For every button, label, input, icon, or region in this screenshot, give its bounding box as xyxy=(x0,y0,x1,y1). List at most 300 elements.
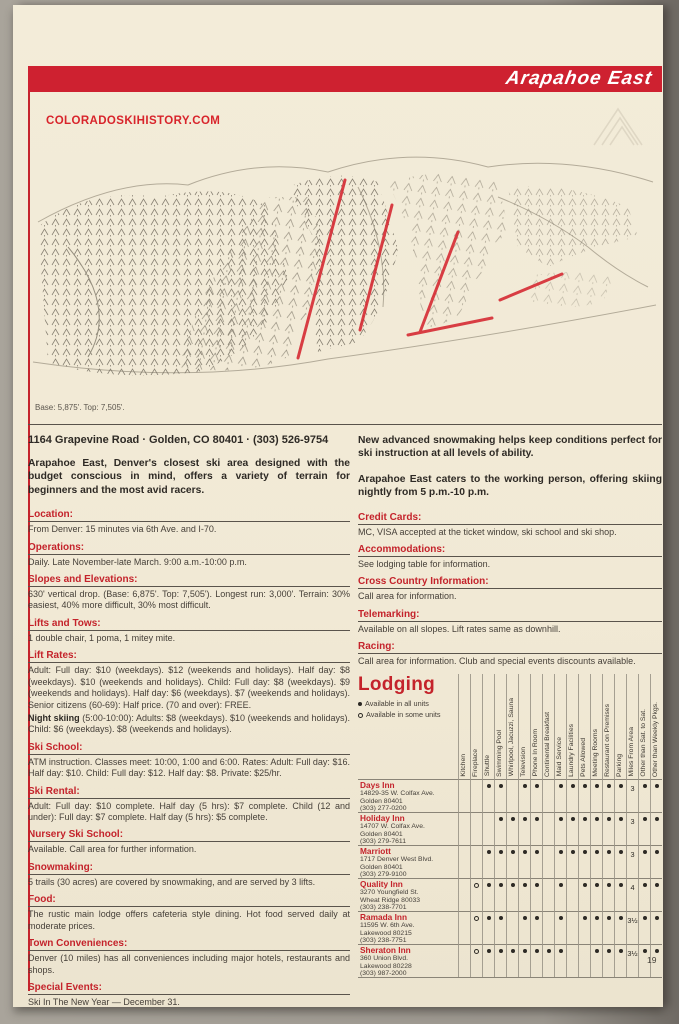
filled-dot-icon xyxy=(523,883,527,887)
lodging-header-cell xyxy=(358,674,458,779)
hotel-address-line: Wheat Ridge 80033 xyxy=(360,896,421,904)
page-banner xyxy=(28,66,662,92)
filled-dot-icon xyxy=(523,817,527,821)
filled-dot-icon xyxy=(547,949,551,953)
section-ski-rental xyxy=(28,786,350,824)
column-header-fireplace xyxy=(470,674,482,779)
amenity-cell-parking xyxy=(614,911,626,944)
amenity-cell-other-than-weekly-pkgs xyxy=(650,845,662,878)
column-header-label: Laundry Facilities xyxy=(568,723,576,777)
amenity-cell-restaurant-on-premises xyxy=(602,812,614,845)
amenity-cell-kitchen xyxy=(458,878,470,911)
amenity-cell-fireplace xyxy=(470,944,482,977)
amenity-cell-other-than-weekly-pkgs xyxy=(650,878,662,911)
filled-dot-icon xyxy=(583,916,587,920)
filled-dot-icon xyxy=(535,850,539,854)
section-heading: Location: xyxy=(28,509,350,522)
hotel-address-line: (303) 279-7611 xyxy=(360,838,406,845)
section-heading: Ski School: xyxy=(28,742,350,755)
column-header-label: Restaurant on Premises xyxy=(604,703,612,777)
legend-label: Available in some units xyxy=(366,709,441,719)
intro-paragraph: Arapahoe East, Denver's closest ski area designed with the budget conscious in mind, offers a variety of terrain for beginners and the most avid racers. xyxy=(28,458,350,496)
amenity-cell-kitchen xyxy=(458,911,470,944)
filled-dot-icon xyxy=(559,916,563,920)
amenity-cell-other-than-sat-to-sat xyxy=(638,779,650,812)
section-snowmaking xyxy=(28,862,350,888)
section-heading: Special Events: xyxy=(28,982,350,995)
amenity-cell-continental-breakfast xyxy=(542,944,554,977)
column-header-label: Kitchen xyxy=(460,753,468,777)
amenity-cell-restaurant-on-premises xyxy=(602,845,614,878)
hotel-address-line: Lakewood 80215 xyxy=(360,929,412,937)
section-body: Call area for information. Club and special events discounts available. xyxy=(358,656,636,667)
amenity-cell-parking xyxy=(614,944,626,977)
amenity-cell-restaurant-on-premises xyxy=(602,878,614,911)
amenity-cell-meeting-rooms xyxy=(590,779,602,812)
section-body: Available on all slopes. Lift rates same as downhill. xyxy=(358,623,561,634)
filled-dot-icon xyxy=(595,883,599,887)
filled-dot-icon xyxy=(358,702,362,706)
amenity-cell-maid-service xyxy=(554,944,566,977)
amenity-cell-other-than-weekly-pkgs xyxy=(650,812,662,845)
section-body: From Denver: 15 minutes via 6th Ave. and I-70. xyxy=(28,524,217,535)
filled-dot-icon xyxy=(655,883,659,887)
column-header-label: Meeting Rooms xyxy=(592,729,600,777)
amenity-cell-shuttle xyxy=(482,779,494,812)
column-header-label: Fireplace xyxy=(472,748,480,777)
filled-dot-icon xyxy=(523,949,527,953)
right-column xyxy=(358,434,662,1014)
column-header-label: Shuttle xyxy=(484,755,492,777)
filled-dot-icon xyxy=(619,883,623,887)
amenity-cell-pets-allowed xyxy=(578,779,590,812)
lodging-legend xyxy=(358,699,458,721)
section-body: 5 trails (30 acres) are covered by snowmaking, and are served by 3 lifts. xyxy=(28,876,316,887)
filled-dot-icon xyxy=(499,817,503,821)
filled-dot-icon xyxy=(619,817,623,821)
amenity-cell-meeting-rooms xyxy=(590,878,602,911)
section-heading: Cross Country Information: xyxy=(358,576,662,589)
section-body: 630' vertical drop. (Base: 6,875'. Top: 7,505'). Longest run: 3,000'. Terrain: 30% easiest, 40% more difficult, 30% most difficult. xyxy=(28,588,350,611)
left-column xyxy=(28,434,350,1014)
amenity-cell-maid-service xyxy=(554,812,566,845)
resort-address: 1164 Grapevine Road · Golden, CO 80401 · (303) 526-9754 xyxy=(28,434,329,446)
amenity-cell-pets-allowed xyxy=(578,878,590,911)
section-body: The rustic main lodge offers cafeteria style dining. Hot food served daily at moderate prices. xyxy=(28,909,350,931)
amenity-cell-television xyxy=(518,812,530,845)
section-heading: Racing: xyxy=(358,641,662,654)
filled-dot-icon xyxy=(571,850,575,854)
open-dot-icon xyxy=(474,883,479,888)
filled-dot-icon xyxy=(523,850,527,854)
amenity-cell-maid-service xyxy=(554,779,566,812)
amenity-cell-pets-allowed xyxy=(578,944,590,977)
filled-dot-icon xyxy=(559,784,563,788)
legend-label: Available in all units xyxy=(365,698,429,708)
hotel-cell-quality-inn xyxy=(358,878,458,911)
amenity-cell-laundry-facilities xyxy=(566,944,578,977)
open-dot-icon xyxy=(474,949,479,954)
amenity-cell-meeting-rooms xyxy=(590,812,602,845)
column-header-kitchen xyxy=(458,674,470,779)
filled-dot-icon xyxy=(655,850,659,854)
night-skiing-blurb: Arapahoe East caters to the working person, offering skiing nightly from 5 p.m.-10 p.m. xyxy=(358,473,662,499)
filled-dot-icon xyxy=(559,883,563,887)
amenity-cell-other-than-weekly-pkgs xyxy=(650,779,662,812)
amenity-cell-restaurant-on-premises xyxy=(602,944,614,977)
column-header-label: Other than Sat. to Sat. xyxy=(640,708,648,777)
filled-dot-icon xyxy=(583,850,587,854)
filled-dot-icon xyxy=(511,883,515,887)
legend-item xyxy=(358,699,458,710)
filled-dot-icon xyxy=(511,850,515,854)
hotel-address-line: (303) 987-2000 xyxy=(360,970,407,977)
amenity-cell-swimming-pool xyxy=(494,944,506,977)
filled-dot-icon xyxy=(535,883,539,887)
section-heading: Slopes and Elevations: xyxy=(28,574,350,587)
amenity-cell-swimming-pool xyxy=(494,845,506,878)
section-nursery-ski-school xyxy=(28,829,350,855)
hotel-name: Marriott xyxy=(360,845,391,856)
filled-dot-icon xyxy=(535,784,539,788)
hotel-name: Days Inn xyxy=(360,779,395,790)
section-heading: Credit Cards: xyxy=(358,512,662,525)
column-header-label: Whirlpool, Jacuzzi, Sauna xyxy=(508,698,516,777)
column-header-label: Phone In Room xyxy=(532,729,540,777)
amenity-cell-television xyxy=(518,944,530,977)
section-lifts-and-tows xyxy=(28,618,350,644)
filled-dot-icon xyxy=(523,916,527,920)
filled-dot-icon xyxy=(619,949,623,953)
column-header-maid-service xyxy=(554,674,566,779)
snowmaking-blurb: New advanced snowmaking helps keep conditions perfect for ski instruction at all levels of ability. xyxy=(358,435,662,460)
section-body: Adult: Full day: $10 complete. Half day (5 hrs): $7 complete. Child (12 and under): Full day: $7 complete. Half day (5 hrs): $5 complete. xyxy=(28,800,350,823)
amenity-cell-laundry-facilities xyxy=(566,911,578,944)
filled-dot-icon xyxy=(511,817,515,821)
section-heading: Snowmaking: xyxy=(28,862,350,875)
section-cross-country-information xyxy=(358,576,662,602)
section-food xyxy=(28,894,350,932)
amenity-cell-shuttle xyxy=(482,911,494,944)
column-header-label: Television xyxy=(520,746,528,777)
open-dot-icon xyxy=(474,916,479,921)
section-credit-cards xyxy=(358,512,662,538)
trail-map-illustration xyxy=(28,127,660,399)
amenity-cell-meeting-rooms xyxy=(590,845,602,878)
amenity-cell-miles-from-area: 3 xyxy=(626,812,638,845)
hotel-cell-ramada-inn xyxy=(358,911,458,944)
amenity-cell-whirlpool-jacuzzi-sauna xyxy=(506,845,518,878)
filled-dot-icon xyxy=(643,916,647,920)
section-body: Adult: Full day: $10 (weekdays). $12 (weekends and holidays). Half day: $8 (weekdays). $10 (weekends and holidays). Child: Full day: $8 (weekdays). $9 (weekends and holidays). Half day: $6 (weekdays). $7 (weekends and holidays). Senior citizens (60-69): Half price. (70 and over): FREE. xyxy=(28,665,350,710)
section-body: Daily. Late November-late March. 9:00 a.m.-10:00 p.m. xyxy=(28,556,247,567)
column-header-swimming-pool xyxy=(494,674,506,779)
filled-dot-icon xyxy=(655,916,659,920)
filled-dot-icon xyxy=(643,883,647,887)
hotel-address-line: (303) 238-7701 xyxy=(360,904,407,911)
amenity-cell-other-than-weekly-pkgs xyxy=(650,911,662,944)
filled-dot-icon xyxy=(655,817,659,821)
hotel-cell-sheraton-inn xyxy=(358,944,458,977)
page-number: 19 xyxy=(647,955,657,965)
hotel-cell-marriott xyxy=(358,845,458,878)
filled-dot-icon xyxy=(619,784,623,788)
section-body: MC, VISA accepted at the ticket window, ski school and ski shop. xyxy=(358,526,617,537)
amenity-cell-kitchen xyxy=(458,779,470,812)
section-heading: Lifts and Tows: xyxy=(28,618,350,631)
legend-item xyxy=(358,710,458,721)
filled-dot-icon xyxy=(643,850,647,854)
amenity-cell-miles-from-area: 3 xyxy=(626,779,638,812)
column-header-miles-from-area xyxy=(626,674,638,779)
section-location xyxy=(28,509,350,535)
filled-dot-icon xyxy=(511,949,515,953)
amenity-cell-phone-in-room xyxy=(530,944,542,977)
section-telemarking xyxy=(358,609,662,635)
lodging-title: Lodging xyxy=(358,673,436,695)
column-header-parking xyxy=(614,674,626,779)
column-header-label: Swimming Pool xyxy=(496,729,504,777)
section-lift-rates xyxy=(28,650,350,736)
amenity-cell-parking xyxy=(614,878,626,911)
amenity-cell-whirlpool-jacuzzi-sauna xyxy=(506,944,518,977)
column-header-label: Miles From Area xyxy=(628,727,636,777)
column-header-television xyxy=(518,674,530,779)
filled-dot-icon xyxy=(595,949,599,953)
section-heading: Accommodations: xyxy=(358,544,662,557)
amenity-cell-phone-in-room xyxy=(530,779,542,812)
column-header-continental-breakfast xyxy=(542,674,554,779)
hotel-address-line: (303) 279-9100 xyxy=(360,871,407,878)
amenity-cell-continental-breakfast xyxy=(542,779,554,812)
hotel-address-line: (303) 238-7751 xyxy=(360,937,407,944)
hotel-name: Ramada Inn xyxy=(360,911,408,922)
filled-dot-icon xyxy=(523,784,527,788)
amenity-cell-parking xyxy=(614,845,626,878)
amenity-cell-television xyxy=(518,845,530,878)
filled-dot-icon xyxy=(607,883,611,887)
filled-dot-icon xyxy=(607,784,611,788)
amenity-cell-restaurant-on-premises xyxy=(602,911,614,944)
amenity-cell-kitchen xyxy=(458,944,470,977)
filled-dot-icon xyxy=(595,916,599,920)
filled-dot-icon xyxy=(583,784,587,788)
lodging-table xyxy=(358,674,662,978)
amenity-cell-laundry-facilities xyxy=(566,878,578,911)
amenity-cell-swimming-pool xyxy=(494,911,506,944)
filled-dot-icon xyxy=(499,916,503,920)
section-heading: Ski Rental: xyxy=(28,786,350,799)
section-body: Night skiing (5:00-10:00): Adults: $8 (weekdays). $10 (weekends and holidays). Child: $6 (weekdays). $8 (weekends and holidays). xyxy=(28,712,351,735)
section-divider xyxy=(28,424,662,425)
amenity-cell-pets-allowed xyxy=(578,812,590,845)
column-header-phone-in-room xyxy=(530,674,542,779)
amenity-cell-shuttle xyxy=(482,944,494,977)
section-body: Denver (10 miles) has all conveniences including major hotels, restaurants and shops. xyxy=(28,953,350,975)
section-ski-school xyxy=(28,742,350,780)
amenity-cell-swimming-pool xyxy=(494,812,506,845)
amenity-cell-phone-in-room xyxy=(530,911,542,944)
column-header-label: Parking xyxy=(616,753,624,777)
map-elevation-caption: Base: 5,875'. Top: 7,505'. xyxy=(35,403,125,412)
hotel-cell-holiday-inn xyxy=(358,812,458,845)
amenity-cell-other-than-sat-to-sat xyxy=(638,878,650,911)
hotel-address-line: 1717 Denver West Blvd. xyxy=(360,855,434,863)
filled-dot-icon xyxy=(535,949,539,953)
section-body: See lodging table for information. xyxy=(358,558,491,569)
amenity-cell-miles-from-area: 4 xyxy=(626,878,638,911)
hotel-address-line: 14707 W. Colfax Ave. xyxy=(360,822,425,830)
open-dot-icon xyxy=(358,713,363,718)
section-body: 1 double chair, 1 poma, 1 mitey mite. xyxy=(28,632,176,643)
hotel-name: Sheraton Inn xyxy=(360,944,411,955)
amenity-cell-maid-service xyxy=(554,845,566,878)
filled-dot-icon xyxy=(595,850,599,854)
page-paper xyxy=(13,5,663,1007)
column-header-shuttle xyxy=(482,674,494,779)
column-header-laundry-facilities xyxy=(566,674,578,779)
amenity-cell-other-than-sat-to-sat xyxy=(638,845,650,878)
column-header-pets-allowed xyxy=(578,674,590,779)
section-slopes-and-elevations xyxy=(28,574,350,612)
section-heading: Operations: xyxy=(28,542,350,555)
section-heading: Town Conveniences: xyxy=(28,938,350,951)
column-header-label: Continental Breakfast xyxy=(544,711,552,777)
watermark-text: COLORADOSKIHISTORY.COM xyxy=(46,115,221,127)
hotel-address-line: Golden 80401 xyxy=(360,797,403,805)
filled-dot-icon xyxy=(559,949,563,953)
amenity-cell-whirlpool-jacuzzi-sauna xyxy=(506,911,518,944)
filled-dot-icon xyxy=(487,850,491,854)
filled-dot-icon xyxy=(499,883,503,887)
section-heading: Food: xyxy=(28,894,350,907)
column-header-meeting-rooms xyxy=(590,674,602,779)
amenity-cell-continental-breakfast xyxy=(542,911,554,944)
hotel-cell-days-inn xyxy=(358,779,458,812)
filled-dot-icon xyxy=(571,817,575,821)
amenity-cell-parking xyxy=(614,812,626,845)
resort-title: Arapahoe East xyxy=(504,68,654,89)
amenity-cell-television xyxy=(518,878,530,911)
amenity-cell-whirlpool-jacuzzi-sauna xyxy=(506,779,518,812)
column-header-other-than-sat-to-sat xyxy=(638,674,650,779)
amenity-cell-miles-from-area: 3½ xyxy=(626,911,638,944)
amenity-cell-phone-in-room xyxy=(530,845,542,878)
filled-dot-icon xyxy=(583,817,587,821)
hotel-address-line: Lakewood 80228 xyxy=(360,962,412,970)
amenity-cell-shuttle xyxy=(482,812,494,845)
amenity-cell-fireplace xyxy=(470,845,482,878)
section-body: Available. Call area for further information. xyxy=(28,844,197,855)
column-header-label: Other than Weekly Pkgs. xyxy=(652,701,660,777)
amenity-cell-continental-breakfast xyxy=(542,845,554,878)
amenity-cell-maid-service xyxy=(554,911,566,944)
filled-dot-icon xyxy=(619,850,623,854)
amenity-cell-laundry-facilities xyxy=(566,845,578,878)
filled-dot-icon xyxy=(583,883,587,887)
column-header-label: Maid Service xyxy=(556,737,564,777)
amenity-cell-parking xyxy=(614,779,626,812)
filled-dot-icon xyxy=(643,949,647,953)
filled-dot-icon xyxy=(595,817,599,821)
filled-dot-icon xyxy=(487,784,491,788)
filled-dot-icon xyxy=(619,916,623,920)
amenity-cell-kitchen xyxy=(458,812,470,845)
column-header-other-than-weekly-pkgs xyxy=(650,674,662,779)
hotel-address-line: 360 Union Blvd. xyxy=(360,954,408,962)
filled-dot-icon xyxy=(643,784,647,788)
hotel-address-line: Golden 80401 xyxy=(360,863,403,871)
lodging-section xyxy=(358,674,662,978)
filled-dot-icon xyxy=(607,817,611,821)
amenity-cell-continental-breakfast xyxy=(542,812,554,845)
column-header-label: Pets Allowed xyxy=(580,737,588,777)
amenity-cell-swimming-pool xyxy=(494,878,506,911)
amenity-cell-other-than-sat-to-sat xyxy=(638,911,650,944)
hotel-address-line: 11595 W. 6th Ave. xyxy=(360,921,415,929)
hotel-address-line: Golden 80401 xyxy=(360,830,403,838)
filled-dot-icon xyxy=(487,883,491,887)
section-special-events xyxy=(28,982,350,1008)
filled-dot-icon xyxy=(559,817,563,821)
filled-dot-icon xyxy=(607,850,611,854)
filled-dot-icon xyxy=(655,949,659,953)
column-header-restaurant-on-premises xyxy=(602,674,614,779)
hotel-name: Quality Inn xyxy=(360,878,403,889)
amenity-cell-fireplace xyxy=(470,812,482,845)
amenity-cell-phone-in-room xyxy=(530,878,542,911)
amenity-cell-laundry-facilities xyxy=(566,779,578,812)
filled-dot-icon xyxy=(559,850,563,854)
section-accommodations xyxy=(358,544,662,570)
amenity-cell-restaurant-on-premises xyxy=(602,779,614,812)
amenity-cell-miles-from-area: 3 xyxy=(626,845,638,878)
section-body: Ski In The New Year — December 31. xyxy=(28,996,180,1007)
filled-dot-icon xyxy=(571,784,575,788)
amenity-cell-whirlpool-jacuzzi-sauna xyxy=(506,878,518,911)
filled-dot-icon xyxy=(487,916,491,920)
hotel-address-line: 14829-35 W. Colfax Ave. xyxy=(360,789,435,797)
amenity-cell-continental-breakfast xyxy=(542,878,554,911)
section-heading: Telemarking: xyxy=(358,609,662,622)
filled-dot-icon xyxy=(607,949,611,953)
amenity-cell-laundry-facilities xyxy=(566,812,578,845)
amenity-cell-swimming-pool xyxy=(494,779,506,812)
filled-dot-icon xyxy=(499,949,503,953)
hotel-name: Holiday Inn xyxy=(360,812,405,823)
filled-dot-icon xyxy=(655,784,659,788)
amenity-cell-shuttle xyxy=(482,878,494,911)
filled-dot-icon xyxy=(595,784,599,788)
hotel-address-line: 3270 Youngfield St. xyxy=(360,888,419,896)
amenity-cell-phone-in-room xyxy=(530,812,542,845)
filled-dot-icon xyxy=(499,784,503,788)
filled-dot-icon xyxy=(643,817,647,821)
filled-dot-icon xyxy=(535,817,539,821)
amenity-cell-whirlpool-jacuzzi-sauna xyxy=(506,812,518,845)
section-heading: Lift Rates: xyxy=(28,650,350,663)
section-town-conveniences xyxy=(28,938,350,976)
amenity-cell-fireplace xyxy=(470,779,482,812)
amenity-cell-miles-from-area: 3½ xyxy=(626,944,638,977)
amenity-cell-maid-service xyxy=(554,878,566,911)
section-body: Call area for information. xyxy=(358,591,457,602)
amenity-cell-meeting-rooms xyxy=(590,944,602,977)
amenity-cell-pets-allowed xyxy=(578,911,590,944)
section-heading: Nursery Ski School: xyxy=(28,829,350,842)
amenity-cell-kitchen xyxy=(458,845,470,878)
amenity-cell-fireplace xyxy=(470,878,482,911)
